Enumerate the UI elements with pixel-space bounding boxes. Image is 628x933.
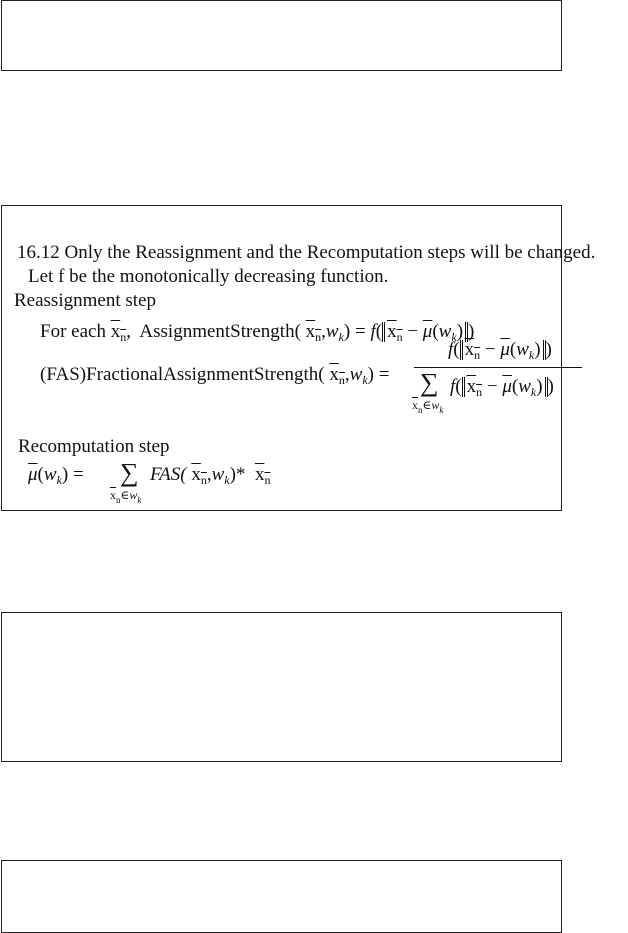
fas-numerator: f( $x_n - \overline{\mu}(w_k)$ ) [448, 339, 552, 362]
assignment-strength-text: AssignmentStrength( [139, 321, 301, 342]
for-each-text: For each [40, 321, 106, 342]
vector-x-n: $x_n$ [110, 321, 127, 344]
heading-line: 16.12 Only the Reassignment and the Recomputation steps will be changed. [17, 242, 596, 263]
norm-distance: $x_n - \overline{\mu}(w_k)$ [382, 322, 468, 342]
sum-sign-denominator: ∑ [420, 368, 439, 397]
fas-text: (FAS)FractionalAssignmentStrength( [40, 364, 325, 385]
empty-answer-box-3 [1, 612, 562, 762]
recomputation-formula: $\overline{\mu}(w_k)$ = [28, 464, 84, 487]
sum-condition-denominator: $\overline{x}_n\in w_k$ [412, 398, 444, 415]
intro-line: Let f be the monotonically decreasing function. [28, 266, 389, 287]
empty-answer-box-4 [1, 860, 562, 933]
empty-answer-box-1 [1, 0, 562, 71]
sum-condition-recomputation: $\overline{x}_n\in w_k$ [110, 488, 142, 505]
fas-denominator: f( $x_n - \overline{\mu}(w_k)$ ) [450, 376, 554, 399]
recomputation-label: Recomputation step [18, 436, 170, 457]
recomputation-formula-right: FAS( $x_n,w_k)*$ $x_n$ [150, 464, 271, 487]
reassignment-label: Reassignment step [14, 290, 156, 311]
assignment-strength-formula: For each $x_n$, AssignmentStrength( $x_n,w_k) = f$( $x_n - \overline{\mu}(w_k)$ ) [40, 321, 475, 344]
fraction-bar [414, 367, 582, 368]
sum-sign-recomputation: ∑ [120, 458, 139, 487]
fas-formula-left: (FAS)FractionalAssignmentStrength( $x_n,w_k$) = [40, 364, 390, 387]
answer-box-16-12 [1, 205, 596, 511]
